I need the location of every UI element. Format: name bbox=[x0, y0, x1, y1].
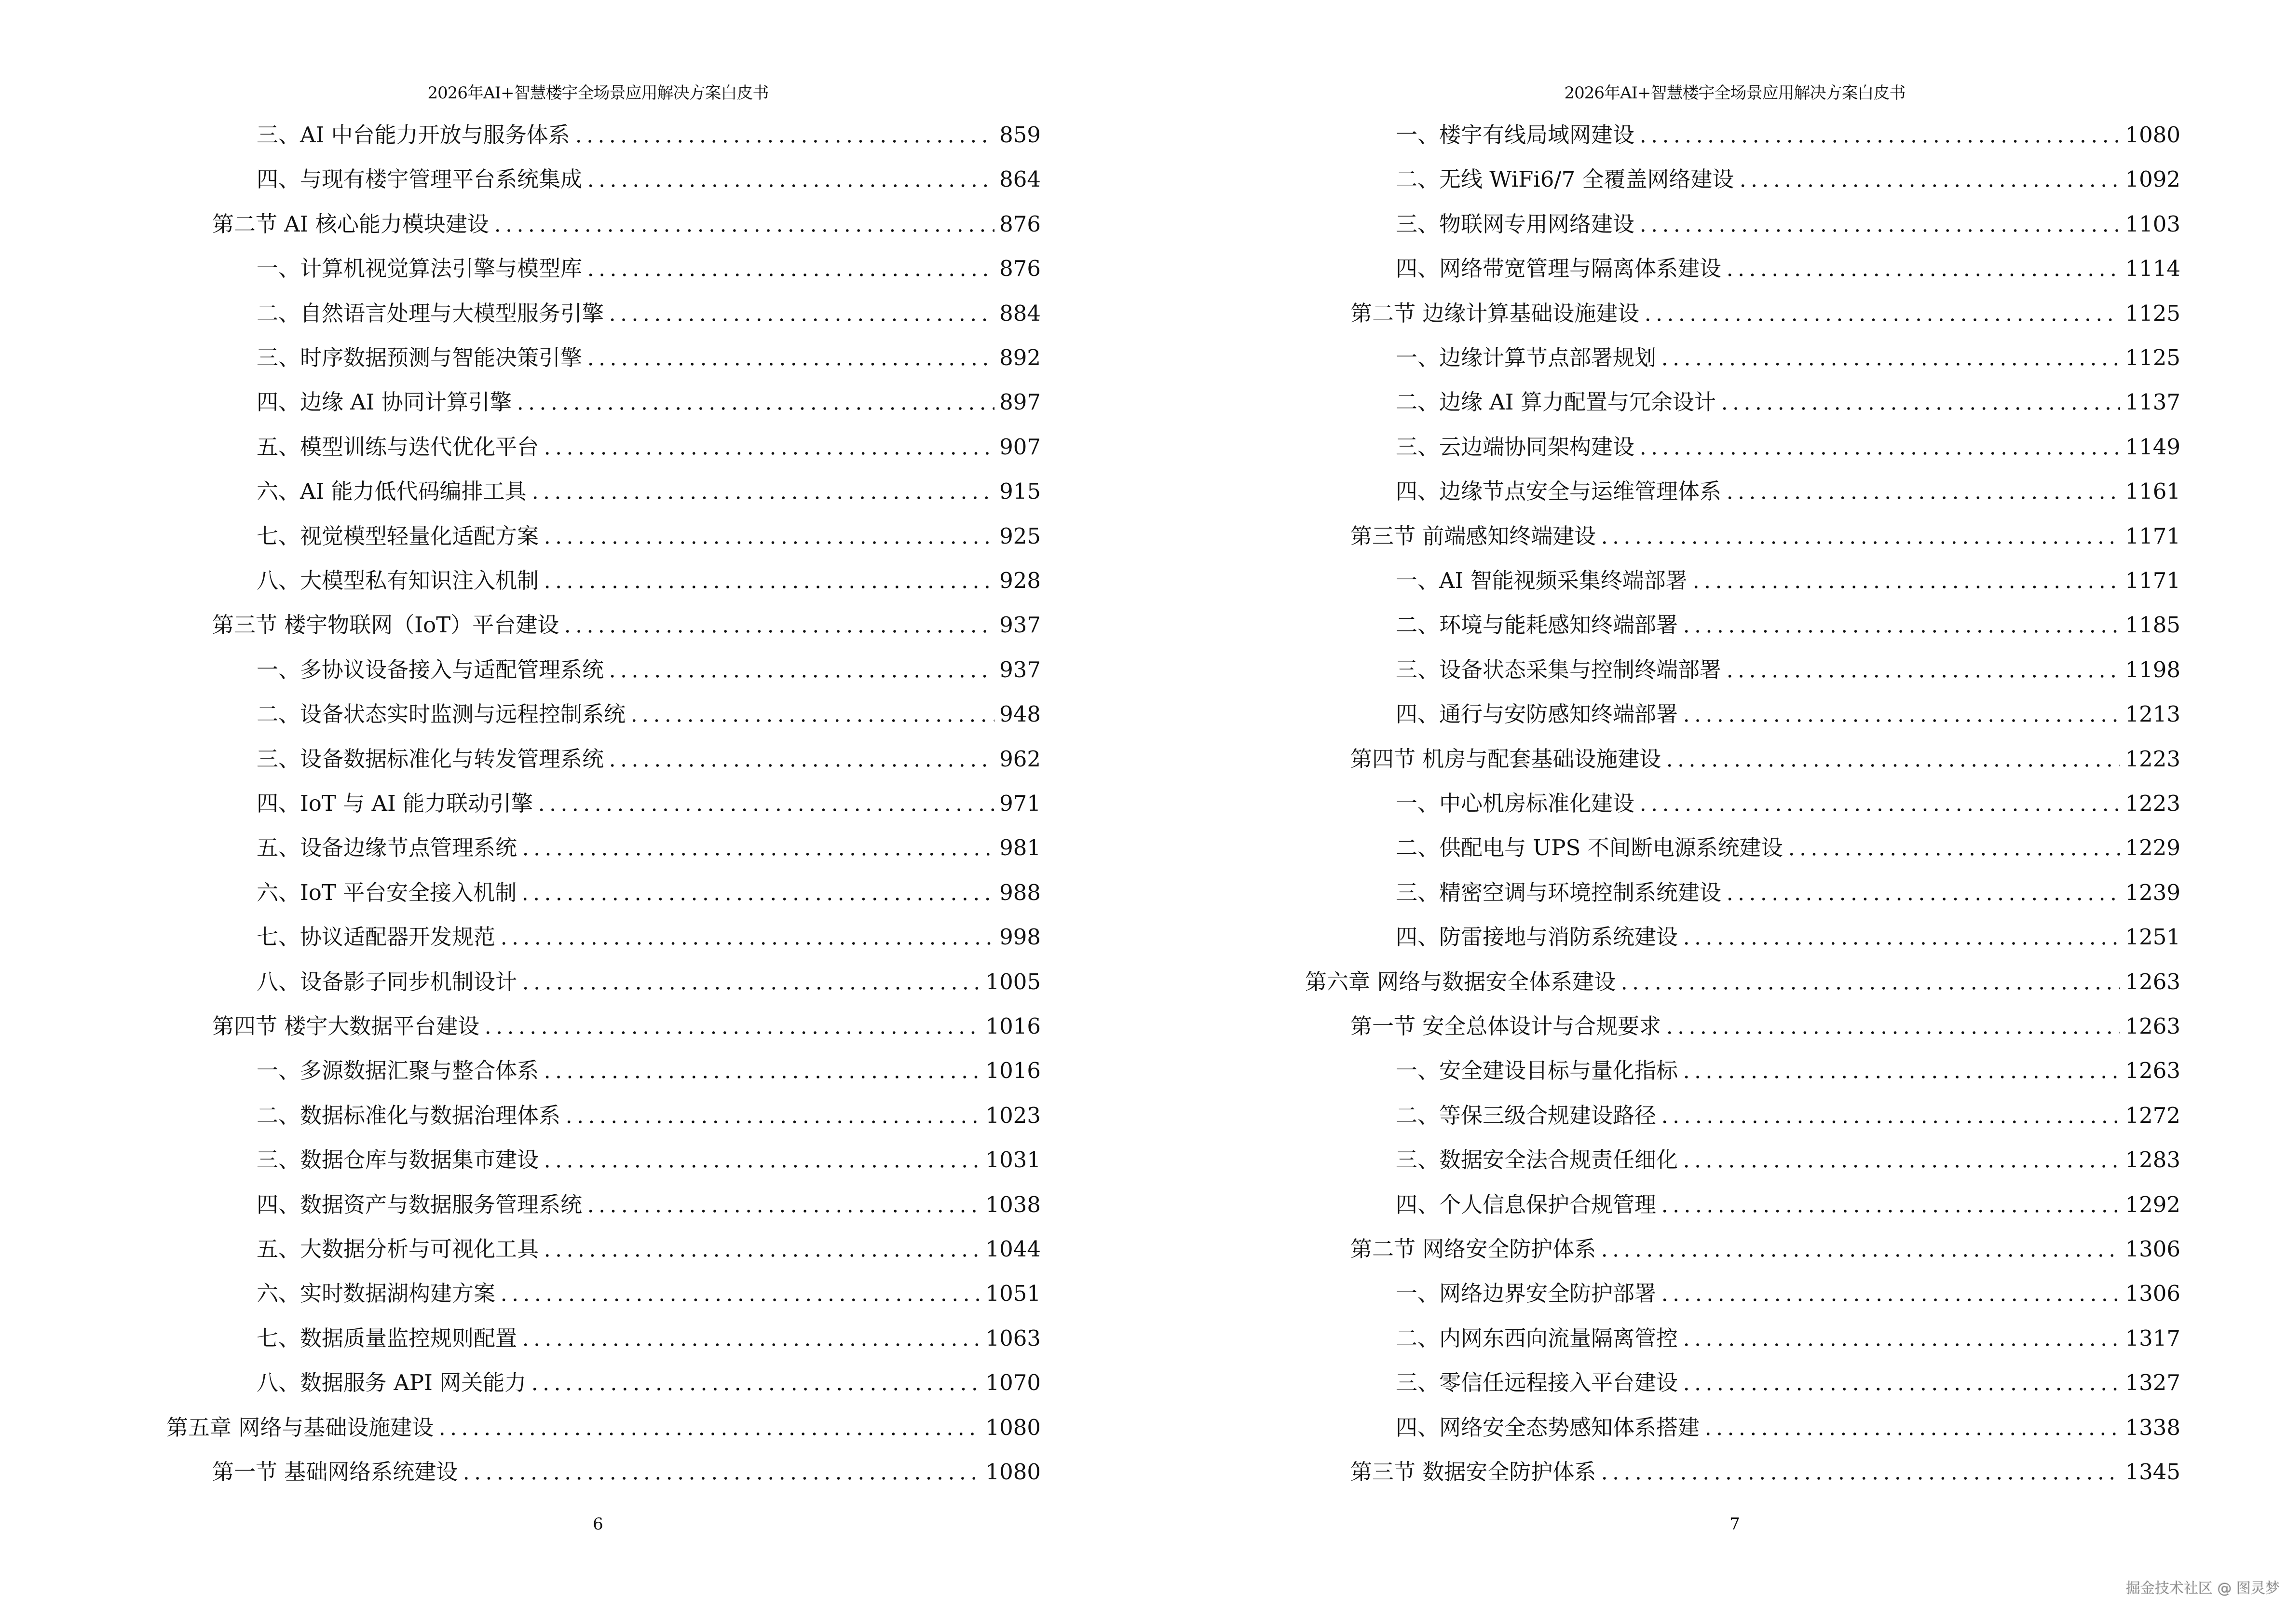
dot-leader bbox=[519, 878, 994, 907]
toc-entry-page-number: 876 bbox=[999, 256, 1041, 282]
toc-entry-title: 一、计算机视觉算法引擎与模型库 bbox=[257, 256, 583, 282]
dot-leader bbox=[542, 1235, 980, 1264]
toc-entry-page-number: 1223 bbox=[2125, 746, 2180, 772]
dot-leader bbox=[1659, 1190, 2120, 1219]
toc-entry-page-number: 892 bbox=[999, 345, 1041, 370]
toc-entry-title: 四、与现有楼宇管理平台系统集成 bbox=[257, 166, 583, 192]
dot-leader bbox=[1724, 878, 2120, 907]
toc-entry-page-number: 907 bbox=[999, 434, 1041, 460]
dot-leader bbox=[1681, 1146, 2120, 1174]
toc-entry-title: 二、环境与能耗感知终端部署 bbox=[1396, 612, 1678, 638]
toc-entry-page-number: 1306 bbox=[2125, 1281, 2180, 1307]
toc-entry-item[interactable] bbox=[257, 833, 1041, 862]
dot-leader bbox=[1659, 343, 2120, 372]
toc-entry-page-number: 1016 bbox=[985, 1058, 1041, 1084]
toc-entry-title: 四、数据资产与数据服务管理系统 bbox=[257, 1191, 583, 1217]
toc-entry-item[interactable] bbox=[257, 1056, 1041, 1085]
dot-leader bbox=[1659, 1101, 2120, 1130]
toc-entry-page-number: 948 bbox=[999, 701, 1041, 727]
toc-entry-chapter[interactable] bbox=[166, 1413, 1041, 1442]
toc-entry-item[interactable] bbox=[1396, 343, 2180, 372]
dot-leader bbox=[585, 1190, 980, 1219]
toc-entry-title: 七、视觉模型轻量化适配方案 bbox=[257, 523, 539, 549]
toc-entry-section[interactable] bbox=[212, 210, 1041, 239]
dot-leader bbox=[1664, 1012, 2120, 1041]
toc-list bbox=[1144, 0, 2287, 1624]
toc-entry-page-number: 1263 bbox=[2125, 1013, 2180, 1039]
toc-entry-page-number: 1038 bbox=[985, 1191, 1041, 1217]
toc-entry-title: 第四节 楼宇大数据平台建设 bbox=[212, 1013, 480, 1039]
dot-leader bbox=[585, 165, 994, 194]
toc-entry-item[interactable] bbox=[1396, 655, 2180, 684]
dot-leader bbox=[1681, 1324, 2120, 1353]
toc-entry-title: 第五章 网络与基础设施建设 bbox=[166, 1414, 434, 1440]
toc-entry-title: 三、数据仓库与数据集市建设 bbox=[257, 1147, 539, 1173]
toc-entry-title: 第一节 基础网络系统建设 bbox=[212, 1459, 458, 1485]
toc-entry-item[interactable] bbox=[257, 968, 1041, 996]
toc-entry-page-number: 1070 bbox=[985, 1370, 1041, 1396]
toc-entry-page-number: 1125 bbox=[2125, 345, 2180, 370]
toc-entry-item[interactable] bbox=[1396, 700, 2180, 729]
toc-entry-item[interactable] bbox=[1396, 833, 2180, 862]
toc-entry-title: 第三节 楼宇物联网（IoT）平台建设 bbox=[212, 612, 559, 638]
toc-entry-title: 四、边缘 AI 协同计算引擎 bbox=[257, 389, 512, 415]
toc-entry-page-number: 1114 bbox=[2125, 256, 2180, 282]
watermark: 掘金技术社区 @ 图灵梦 bbox=[2126, 1580, 2280, 1597]
toc-entry-title: 四、边缘节点安全与运维管理体系 bbox=[1396, 478, 1722, 505]
toc-entry-item[interactable] bbox=[257, 1235, 1041, 1264]
toc-entry-page-number: 1263 bbox=[2125, 1058, 2180, 1084]
dot-leader bbox=[1681, 611, 2120, 640]
toc-entry-page-number: 928 bbox=[999, 568, 1041, 593]
dot-leader bbox=[585, 343, 994, 372]
dot-leader bbox=[1637, 210, 2120, 239]
toc-entry-page-number: 1016 bbox=[985, 1013, 1041, 1039]
toc-entry-page-number: 1272 bbox=[2125, 1102, 2180, 1128]
toc-entry-page-number: 971 bbox=[999, 791, 1041, 816]
dot-leader bbox=[520, 833, 994, 862]
toc-entry-page-number: 1213 bbox=[2125, 701, 2180, 727]
toc-entry-page-number: 1223 bbox=[2125, 791, 2180, 816]
toc-entry-item[interactable] bbox=[1396, 1279, 2180, 1308]
toc-entry-title: 第二节 边缘计算基础设施建设 bbox=[1350, 300, 1640, 326]
toc-entry-page-number: 1251 bbox=[2125, 924, 2180, 950]
toc-entry-page-number: 1092 bbox=[2125, 166, 2180, 192]
dot-leader bbox=[1619, 968, 2120, 996]
toc-entry-page-number: 884 bbox=[999, 300, 1041, 326]
toc-entry-page-number: 1080 bbox=[2125, 122, 2180, 148]
dot-leader bbox=[1642, 299, 2120, 328]
toc-entry-item[interactable] bbox=[257, 566, 1041, 595]
page-right bbox=[1144, 0, 2287, 1624]
toc-entry-title: 三、设备状态采集与控制终端部署 bbox=[1396, 656, 1722, 682]
toc-entry-page-number: 1023 bbox=[985, 1102, 1041, 1128]
toc-entry-title: 五、大数据分析与可视化工具 bbox=[257, 1236, 539, 1262]
toc-entry-title: 三、数据安全法合规责任细化 bbox=[1396, 1147, 1678, 1173]
dot-leader bbox=[1724, 477, 2120, 506]
toc-entry-section[interactable] bbox=[1350, 522, 2180, 551]
toc-entry-item[interactable] bbox=[257, 388, 1041, 417]
toc-entry-page-number: 1317 bbox=[2125, 1325, 2180, 1351]
dot-leader bbox=[1681, 700, 2120, 729]
dot-leader bbox=[1599, 522, 2120, 551]
toc-entry-title: 二、等保三级合规建设路径 bbox=[1396, 1102, 1657, 1128]
toc-entry-title: 三、AI 中台能力开放与服务体系 bbox=[257, 122, 570, 148]
toc-entry-title: 三、精密空调与环境控制系统建设 bbox=[1396, 879, 1722, 905]
dot-leader bbox=[1637, 433, 2120, 462]
toc-entry-section[interactable] bbox=[212, 611, 1041, 640]
toc-entry-page-number: 1185 bbox=[2125, 612, 2180, 638]
toc-entry-item[interactable] bbox=[257, 745, 1041, 774]
toc-entry-page-number: 1063 bbox=[985, 1325, 1041, 1351]
toc-entry-title: 六、AI 能力低代码编排工具 bbox=[257, 478, 527, 505]
toc-entry-title: 第二节 网络安全防护体系 bbox=[1350, 1236, 1596, 1262]
toc-entry-section[interactable] bbox=[212, 1458, 1041, 1487]
toc-entry-title: 四、IoT 与 AI 能力联动引擎 bbox=[257, 791, 533, 816]
page-number: 6 bbox=[593, 1515, 603, 1534]
dot-leader bbox=[1690, 566, 2121, 595]
toc-entry-item[interactable] bbox=[1396, 789, 2180, 818]
toc-entry-title: 二、数据标准化与数据治理体系 bbox=[257, 1102, 561, 1128]
toc-entry-item[interactable] bbox=[1396, 878, 2180, 907]
toc-entry-page-number: 1080 bbox=[985, 1414, 1041, 1440]
dot-leader bbox=[542, 1146, 980, 1174]
toc-entry-item[interactable] bbox=[1396, 1190, 2180, 1219]
toc-entry-page-number: 915 bbox=[999, 478, 1041, 505]
dot-leader bbox=[1637, 121, 2120, 150]
toc-entry-page-number: 1292 bbox=[2125, 1191, 2180, 1217]
toc-entry-page-number: 1327 bbox=[2125, 1370, 2180, 1396]
toc-entry-title: 六、IoT 平台安全接入机制 bbox=[257, 879, 517, 905]
toc-entry-page-number: 981 bbox=[999, 835, 1041, 861]
dot-leader bbox=[498, 1279, 980, 1308]
dot-leader bbox=[607, 745, 994, 774]
toc-entry-section[interactable] bbox=[212, 1012, 1041, 1041]
toc-entry-item[interactable] bbox=[257, 121, 1041, 150]
dot-leader bbox=[520, 968, 980, 996]
toc-entry-title: 五、设备边缘节点管理系统 bbox=[257, 835, 517, 861]
toc-entry-page-number: 1229 bbox=[2125, 835, 2180, 861]
toc-entry-section[interactable] bbox=[1350, 1235, 2180, 1264]
dot-leader bbox=[1664, 745, 2120, 774]
dot-leader bbox=[607, 299, 994, 328]
toc-entry-title: 二、自然语言处理与大模型服务引擎 bbox=[257, 300, 604, 326]
toc-entry-item[interactable] bbox=[1396, 1324, 2180, 1353]
toc-entry-title: 第三节 数据安全防护体系 bbox=[1350, 1459, 1596, 1485]
toc-entry-item[interactable] bbox=[1396, 1101, 2180, 1130]
toc-entry-page-number: 937 bbox=[999, 612, 1041, 638]
toc-entry-item[interactable] bbox=[257, 1324, 1041, 1353]
dot-leader bbox=[436, 1413, 980, 1442]
dot-leader bbox=[1681, 923, 2120, 952]
dot-leader bbox=[1719, 388, 2121, 417]
toc-entry-title: 八、大模型私有知识注入机制 bbox=[257, 568, 539, 593]
toc-entry-title: 一、AI 智能视频采集终端部署 bbox=[1396, 568, 1688, 593]
toc-entry-title: 三、时序数据预测与智能决策引擎 bbox=[257, 345, 583, 370]
toc-entry-page-number: 1338 bbox=[2125, 1414, 2180, 1440]
dot-leader bbox=[530, 477, 995, 506]
toc-entry-page-number: 876 bbox=[999, 211, 1041, 237]
dot-leader bbox=[1599, 1235, 2120, 1264]
dot-leader bbox=[585, 254, 994, 283]
toc-entry-page-number: 1137 bbox=[2125, 389, 2180, 415]
toc-entry-page-number: 1161 bbox=[2125, 478, 2180, 505]
toc-entry-page-number: 1198 bbox=[2125, 656, 2180, 682]
toc-entry-item[interactable] bbox=[257, 700, 1041, 729]
running-header: 2026年AI+智慧楼宇全场景应用解决方案白皮书 bbox=[1564, 83, 1906, 103]
toc-entry-item[interactable] bbox=[257, 522, 1041, 551]
dot-leader bbox=[542, 522, 994, 551]
dot-leader bbox=[520, 1324, 980, 1353]
dot-leader bbox=[1599, 1458, 2120, 1487]
toc-entry-section[interactable] bbox=[1350, 1458, 2180, 1487]
dot-leader bbox=[562, 611, 994, 640]
toc-entry-title: 四、通行与安防感知终端部署 bbox=[1396, 701, 1678, 727]
toc-entry-item[interactable] bbox=[1396, 1146, 2180, 1174]
dot-leader bbox=[536, 789, 994, 818]
dot-leader bbox=[1702, 1413, 2120, 1442]
toc-entry-title: 四、个人信息保护合规管理 bbox=[1396, 1191, 1657, 1217]
toc-entry-title: 一、多协议设备接入与适配管理系统 bbox=[257, 656, 604, 682]
toc-entry-page-number: 1263 bbox=[2125, 969, 2180, 995]
toc-entry-item[interactable] bbox=[1396, 1056, 2180, 1085]
toc-entry-page-number: 1005 bbox=[985, 969, 1041, 995]
toc-entry-item[interactable] bbox=[257, 923, 1041, 952]
page-number: 7 bbox=[1729, 1515, 1740, 1534]
toc-entry-section[interactable] bbox=[1350, 745, 2180, 774]
toc-entry-page-number: 988 bbox=[999, 879, 1041, 905]
toc-entry-title: 二、内网东西向流量隔离管控 bbox=[1396, 1325, 1678, 1351]
toc-entry-item[interactable] bbox=[257, 477, 1041, 506]
toc-entry-item[interactable] bbox=[257, 343, 1041, 372]
toc-entry-item[interactable] bbox=[257, 878, 1041, 907]
dot-leader bbox=[1659, 1279, 2120, 1308]
toc-entry-title: 三、零信任远程接入平台建设 bbox=[1396, 1370, 1678, 1396]
toc-entry-item[interactable] bbox=[257, 299, 1041, 328]
toc-entry-item[interactable] bbox=[257, 1101, 1041, 1130]
toc-entry-section[interactable] bbox=[1350, 1012, 2180, 1041]
toc-entry-title: 二、供配电与 UPS 不间断电源系统建设 bbox=[1396, 835, 1783, 861]
toc-entry-page-number: 937 bbox=[999, 656, 1041, 682]
toc-entry-page-number: 1051 bbox=[985, 1281, 1041, 1307]
toc-entry-title: 三、云边端协同架构建设 bbox=[1396, 434, 1635, 460]
toc-entry-item[interactable] bbox=[257, 254, 1041, 283]
toc-entry-title: 第二节 AI 核心能力模块建设 bbox=[212, 211, 489, 237]
toc-entry-item[interactable] bbox=[1396, 433, 2180, 462]
toc-entry-title: 八、设备影子同步机制设计 bbox=[257, 969, 517, 995]
dot-leader bbox=[498, 923, 994, 952]
toc-entry-page-number: 1283 bbox=[2125, 1147, 2180, 1173]
toc-entry-page-number: 1031 bbox=[985, 1147, 1041, 1173]
toc-entry-page-number: 998 bbox=[999, 924, 1041, 950]
toc-entry-item[interactable] bbox=[257, 655, 1041, 684]
toc-entry-page-number: 1125 bbox=[2125, 300, 2180, 326]
toc-entry-title: 八、数据服务 API 网关能力 bbox=[257, 1370, 527, 1396]
toc-entry-page-number: 925 bbox=[999, 523, 1041, 549]
toc-entry-title: 二、无线 WiFi6/7 全覆盖网络建设 bbox=[1396, 166, 1734, 192]
toc-entry-title: 第三节 前端感知终端建设 bbox=[1350, 523, 1596, 549]
toc-entry-item[interactable] bbox=[1396, 210, 2180, 239]
toc-entry-title: 七、数据质量监控规则配置 bbox=[257, 1325, 517, 1351]
dot-leader bbox=[1681, 1368, 2120, 1397]
toc-entry-title: 第一节 安全总体设计与合规要求 bbox=[1350, 1013, 1661, 1039]
toc-entry-item[interactable] bbox=[1396, 121, 2180, 150]
toc-entry-title: 六、实时数据湖构建方案 bbox=[257, 1281, 496, 1307]
dot-leader bbox=[542, 566, 994, 595]
toc-entry-item[interactable] bbox=[1396, 254, 2180, 283]
dot-leader bbox=[542, 433, 994, 462]
toc-entry-title: 一、多源数据汇聚与整合体系 bbox=[257, 1058, 539, 1084]
toc-entry-item[interactable] bbox=[257, 433, 1041, 462]
toc-entry-item[interactable] bbox=[1396, 388, 2180, 417]
toc-entry-item[interactable] bbox=[1396, 1368, 2180, 1397]
toc-entry-page-number: 1044 bbox=[985, 1236, 1041, 1262]
toc-entry-page-number: 1239 bbox=[2125, 879, 2180, 905]
toc-entry-page-number: 1103 bbox=[2125, 211, 2180, 237]
dot-leader bbox=[607, 655, 994, 684]
dot-leader bbox=[573, 121, 995, 150]
dot-leader bbox=[1737, 165, 2121, 194]
toc-entry-item[interactable] bbox=[1396, 165, 2180, 194]
toc-entry-page-number: 962 bbox=[999, 746, 1041, 772]
toc-entry-title: 四、防雷接地与消防系统建设 bbox=[1396, 924, 1678, 950]
toc-entry-title: 一、楼宇有线局域网建设 bbox=[1396, 122, 1635, 148]
toc-entry-title: 二、边缘 AI 算力配置与冗余设计 bbox=[1396, 389, 1716, 415]
dot-leader bbox=[482, 1012, 980, 1041]
toc-entry-page-number: 1345 bbox=[2125, 1459, 2180, 1485]
toc-entry-page-number: 1171 bbox=[2125, 568, 2180, 593]
toc-entry-title: 五、模型训练与迭代优化平台 bbox=[257, 434, 539, 460]
dot-leader bbox=[563, 1101, 980, 1130]
dot-leader bbox=[492, 210, 994, 239]
toc-entry-item[interactable] bbox=[1396, 611, 2180, 640]
toc-entry-title: 七、协议适配器开发规范 bbox=[257, 924, 496, 950]
dot-leader bbox=[542, 1056, 980, 1085]
toc-entry-page-number: 897 bbox=[999, 389, 1041, 415]
toc-entry-page-number: 1149 bbox=[2125, 434, 2180, 460]
toc-entry-page-number: 864 bbox=[999, 166, 1041, 192]
toc-entry-title: 二、设备状态实时监测与远程控制系统 bbox=[257, 701, 626, 727]
toc-entry-title: 四、网络带宽管理与隔离体系建设 bbox=[1396, 256, 1722, 282]
dot-leader bbox=[529, 1368, 980, 1397]
toc-entry-item[interactable] bbox=[1396, 1413, 2180, 1442]
dot-leader bbox=[628, 700, 994, 729]
toc-entry-item[interactable] bbox=[257, 789, 1041, 818]
toc-entry-title: 一、网络边界安全防护部署 bbox=[1396, 1281, 1657, 1307]
dot-leader bbox=[461, 1458, 980, 1487]
toc-entry-item[interactable] bbox=[257, 1368, 1041, 1397]
toc-entry-title: 三、设备数据标准化与转发管理系统 bbox=[257, 746, 604, 772]
toc-entry-page-number: 1080 bbox=[985, 1459, 1041, 1485]
toc-entry-page-number: 859 bbox=[999, 122, 1041, 148]
dot-leader bbox=[515, 388, 994, 417]
toc-entry-title: 三、物联网专用网络建设 bbox=[1396, 211, 1635, 237]
toc-entry-item[interactable] bbox=[257, 165, 1041, 194]
toc-entry-page-number: 1171 bbox=[2125, 523, 2180, 549]
toc-entry-title: 一、安全建设目标与量化指标 bbox=[1396, 1058, 1678, 1084]
toc-entry-page-number: 1306 bbox=[2125, 1236, 2180, 1262]
toc-entry-item[interactable] bbox=[1396, 566, 2180, 595]
dot-leader bbox=[1681, 1056, 2120, 1085]
toc-entry-title: 一、中心机房标准化建设 bbox=[1396, 791, 1635, 816]
dot-leader bbox=[1724, 655, 2120, 684]
dot-leader bbox=[1724, 254, 2120, 283]
toc-entry-item[interactable] bbox=[1396, 923, 2180, 952]
toc-entry-item[interactable] bbox=[257, 1279, 1041, 1308]
toc-entry-chapter[interactable] bbox=[1305, 968, 2180, 996]
toc-entry-title: 第六章 网络与数据安全体系建设 bbox=[1305, 969, 1616, 995]
toc-entry-title: 四、网络安全态势感知体系搭建 bbox=[1396, 1414, 1700, 1440]
toc-entry-title: 一、边缘计算节点部署规划 bbox=[1396, 345, 1657, 370]
running-header: 2026年AI+智慧楼宇全场景应用解决方案白皮书 bbox=[427, 83, 769, 103]
toc-entry-section[interactable] bbox=[1350, 299, 2180, 328]
toc-entry-item[interactable] bbox=[257, 1190, 1041, 1219]
dot-leader bbox=[1637, 789, 2120, 818]
toc-entry-item[interactable] bbox=[257, 1146, 1041, 1174]
dot-leader bbox=[1786, 833, 2121, 862]
toc-entry-item[interactable] bbox=[1396, 477, 2180, 506]
toc-entry-title: 第四节 机房与配套基础设施建设 bbox=[1350, 746, 1661, 772]
